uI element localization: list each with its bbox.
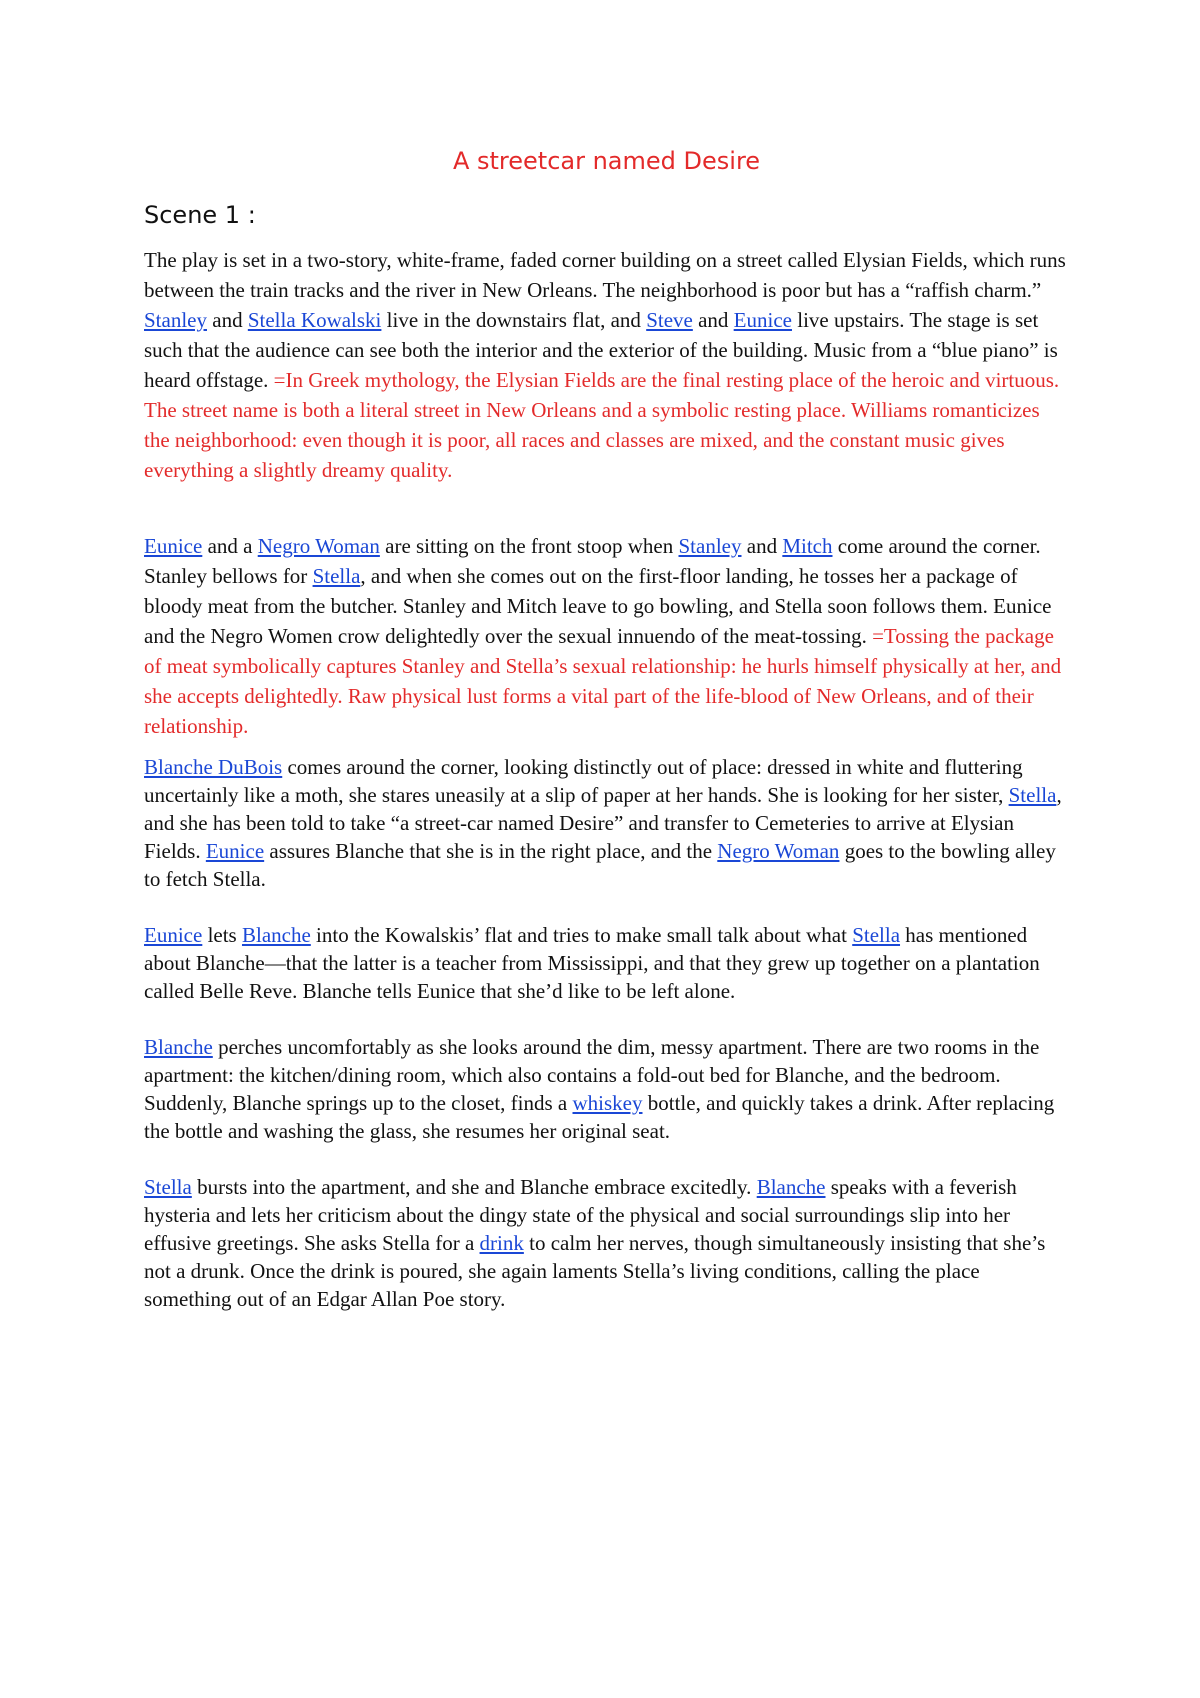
text-run: , and when she comes out on the first-floor landing, he tosses her a package of bloody meat from the butcher. Stanley and Mitch leave to go bowling, and Stella soon follows them. Eunice and the Negro Women crow delightedly over the sexual innuendo of the meat-tossing. (144, 564, 1052, 648)
document-title: A streetcar named Desire (452, 147, 761, 175)
link-eunice[interactable]: Eunice (733, 308, 792, 332)
link-negro-woman[interactable]: Negro Woman (717, 839, 840, 863)
paragraph-whiskey (144, 1033, 1069, 1145)
text-run: assures Blanche that she is in the right place, and the (264, 839, 718, 863)
link-eunice[interactable]: Eunice (144, 923, 203, 947)
analysis-note: =In Greek mythology, the Elysian Fields are the final resting place of the heroic and virtuous. The street name is both a literal street in New Orleans and a symbolic resting place. Williams romanticizes the neighborhood: even though it is poor, all races and classes are mixed, and the constant music gives everything a slightly dreamy quality. (144, 368, 1060, 482)
paragraph-blanche-arrives (144, 753, 1069, 893)
scene-heading: Scene 1 : (144, 201, 256, 229)
link-eunice[interactable]: Eunice (144, 534, 203, 558)
analysis-note: =Tossing the package of meat symbolically captures Stanley and Stella’s sexual relationship: he hurls himself physically at her, and she accepts delightedly. Raw physical lust forms a vital part of the life-blood of New Orleans, and of their relationship. (144, 624, 1062, 738)
paragraph-flat (144, 921, 1069, 1005)
link-stella-kowalski[interactable]: Stella Kowalski (247, 308, 382, 332)
text-run: bursts into the apartment, and she and Blanche embrace excitedly. (191, 1175, 757, 1199)
link-stella[interactable]: Stella (1008, 783, 1057, 807)
link-stella[interactable]: Stella (144, 1175, 192, 1199)
text-run: lets (202, 923, 242, 947)
link-drink[interactable]: drink (479, 1231, 524, 1255)
link-blanche[interactable]: Blanche (241, 923, 311, 947)
link-blanche-dubois[interactable]: Blanche DuBois (144, 755, 283, 779)
paragraph-reunion (144, 1173, 1069, 1313)
link-stanley[interactable]: Stanley (678, 534, 742, 558)
paragraph-meat-toss (144, 531, 1069, 741)
text-run: The play is set in a two-story, white-frame, faded corner building on a street called Elysian Fields, which runs between the train tracks and the river in New Orleans. The neighborhood is poor but has a “raffish charm.” (144, 248, 1066, 302)
text-run: and a (202, 534, 258, 558)
link-stella[interactable]: Stella (852, 923, 901, 947)
text-run: and (207, 308, 248, 332)
text-run: perches uncomfortably as she looks around the dim, messy apartment. There are two rooms in the apartment: the kitchen/dining room, which also contains a fold-out bed for Blanche, and the bedroom. Suddenly, Blanche springs up to the closet, finds a (144, 1035, 1040, 1115)
text-run: and (692, 308, 734, 332)
link-stella[interactable]: Stella (312, 564, 361, 588)
link-whiskey[interactable]: whiskey (572, 1091, 643, 1115)
text-run: speaks with a feverish hysteria and lets her criticism about the dingy state of the physical and social surroundings slip into her effusive greetings. She asks Stella for a (144, 1175, 1017, 1255)
text-run: goes to the bowling alley to fetch Stella. (144, 839, 1056, 891)
link-blanche[interactable]: Blanche (756, 1175, 826, 1199)
text-run: to calm her nerves, though simultaneously insisting that she’s not a drunk. Once the drink is poured, she again laments Stella’s living conditions, calling the place something out of an Edgar Allan Poe story. (144, 1231, 1046, 1311)
link-stanley[interactable]: Stanley (144, 308, 207, 332)
text-run: and (741, 534, 783, 558)
text-run: comes around the corner, looking distinctly out of place: dressed in white and fluttering uncertainly like a moth, she stares uneasily at a slip of paper at her hands. She is looking for her sister, (144, 755, 1023, 807)
link-blanche[interactable]: Blanche (144, 1035, 213, 1059)
text-run: , and she has been told to take “a street-car named Desire” and transfer to Cemeteries to arrive at Elysian Fields. (144, 783, 1062, 863)
link-steve[interactable]: Steve (646, 308, 693, 332)
text-run: live in the downstairs flat, and (381, 308, 647, 332)
text-run: are sitting on the front stoop when (379, 534, 679, 558)
text-run: into the Kowalskis’ flat and tries to make small talk about what (310, 923, 853, 947)
link-negro-woman[interactable]: Negro Woman (257, 534, 380, 558)
link-mitch[interactable]: Mitch (782, 534, 833, 558)
text-run: has mentioned about Blanche—that the latter is a teacher from Mississippi, and that they grew up together on a plantation called Belle Reve. Blanche tells Eunice that she’d like to be left alone. (144, 923, 1040, 1003)
paragraph-setting (144, 245, 1069, 485)
link-eunice[interactable]: Eunice (205, 839, 265, 863)
document-page (144, 145, 1069, 1313)
text-run: come around the corner. Stanley bellows for (144, 534, 1041, 588)
text-run: bottle, and quickly takes a drink. After replacing the bottle and washing the glass, she resumes her original seat. (144, 1091, 1055, 1143)
text-run: live upstairs. The stage is set such that the audience can see both the interior and the exterior of the building. Music from a “blue piano” is heard offstage. (144, 308, 1058, 392)
